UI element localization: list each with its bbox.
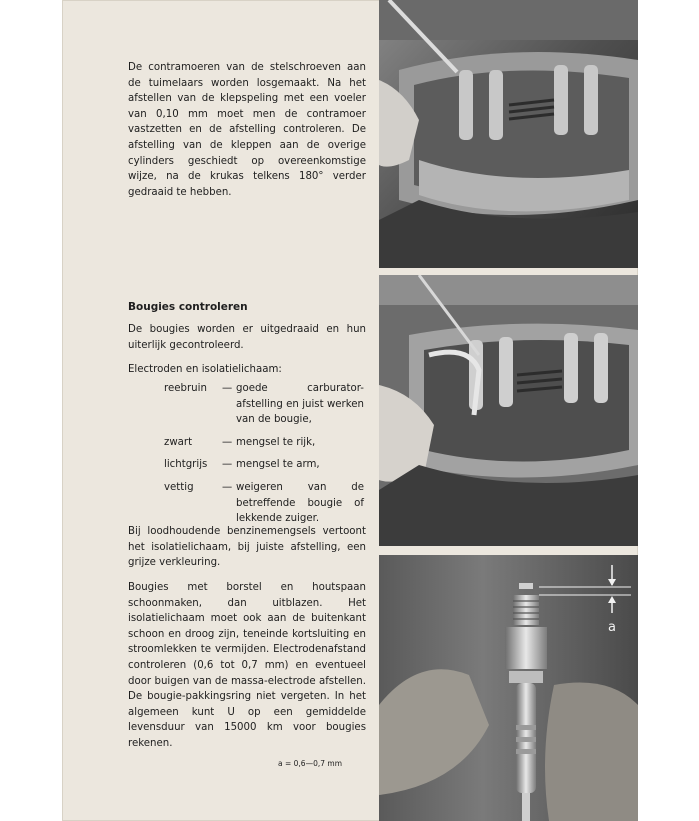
description: goede carburator-afstelling en juist werken van de bougie, xyxy=(236,383,364,426)
gap-label: a xyxy=(608,620,616,635)
dash: — xyxy=(222,459,233,471)
photo-spark-plug-removal xyxy=(379,275,638,546)
electrode-gap-note: a = 0,6—0,7 mm xyxy=(278,759,342,768)
section-heading: Bougies controleren xyxy=(128,301,248,313)
electrode-color-list xyxy=(164,381,364,534)
paragraph-electrodes-label: Electroden en isolatielichaam: xyxy=(128,364,282,375)
list-item xyxy=(164,457,364,473)
list-item xyxy=(164,435,364,451)
list-item xyxy=(164,381,364,428)
term: lichtgrijs xyxy=(164,459,208,471)
term: reebruin xyxy=(164,383,207,394)
dash: — xyxy=(222,436,233,448)
paragraph-lead-fuel: Bij loodhoudende benzinemengsels vertoont het isolatielichaam, bij juiste afstelling, een grijze verkleuring. xyxy=(128,526,366,569)
dash: — xyxy=(222,383,233,394)
description: mengsel te rijk, xyxy=(236,436,316,448)
term: vettig xyxy=(164,481,194,493)
description: mengsel te arm, xyxy=(236,459,320,471)
paragraph-cleaning-instructions: Bougies met borstel en houtspaan schoonmaken, dan uitblazen. Het isolatielichaam moet ook aan de buitenkant schoon en droog zijn, teneinde kortsluiting en stroomlekken te vermijden. Electrodenafstand controleren (0,6 tot 0,7 mm) en eventueel door buigen van de massa-electrode afstellen. De bougie-pakkingsring niet vergeten. In het algemeen kunt U op een gemiddelde levensduur van 15000 km voor bougies rekenen. xyxy=(128,582,366,749)
dash: — xyxy=(222,481,233,493)
paragraph-spark-plugs-removed: De bougies worden er uitgedraaid en hun uiterlijk gecontroleerd. xyxy=(128,324,366,351)
photo-valve-adjustment xyxy=(379,0,638,268)
description: weigeren van de betreffende bougie of lekkende zuiger. xyxy=(236,481,364,525)
photo-spark-plug-gap xyxy=(379,555,638,821)
list-item xyxy=(164,480,364,527)
paragraph-valve-adjustment: De contramoeren van de stelschroeven aan de tuimelaars worden losgemaakt. Na het afstellen van de klepspeling met een voeler van 0,10 mm moet men de contramoer vastzetten en de afstelling controleren. De afstelling van de kleppen aan de overige cylinders geschiedt op overeenkomstige wijze, na de krukas telkens 180° verder gedraaid te hebben. xyxy=(128,62,366,198)
term: zwart xyxy=(164,436,193,448)
